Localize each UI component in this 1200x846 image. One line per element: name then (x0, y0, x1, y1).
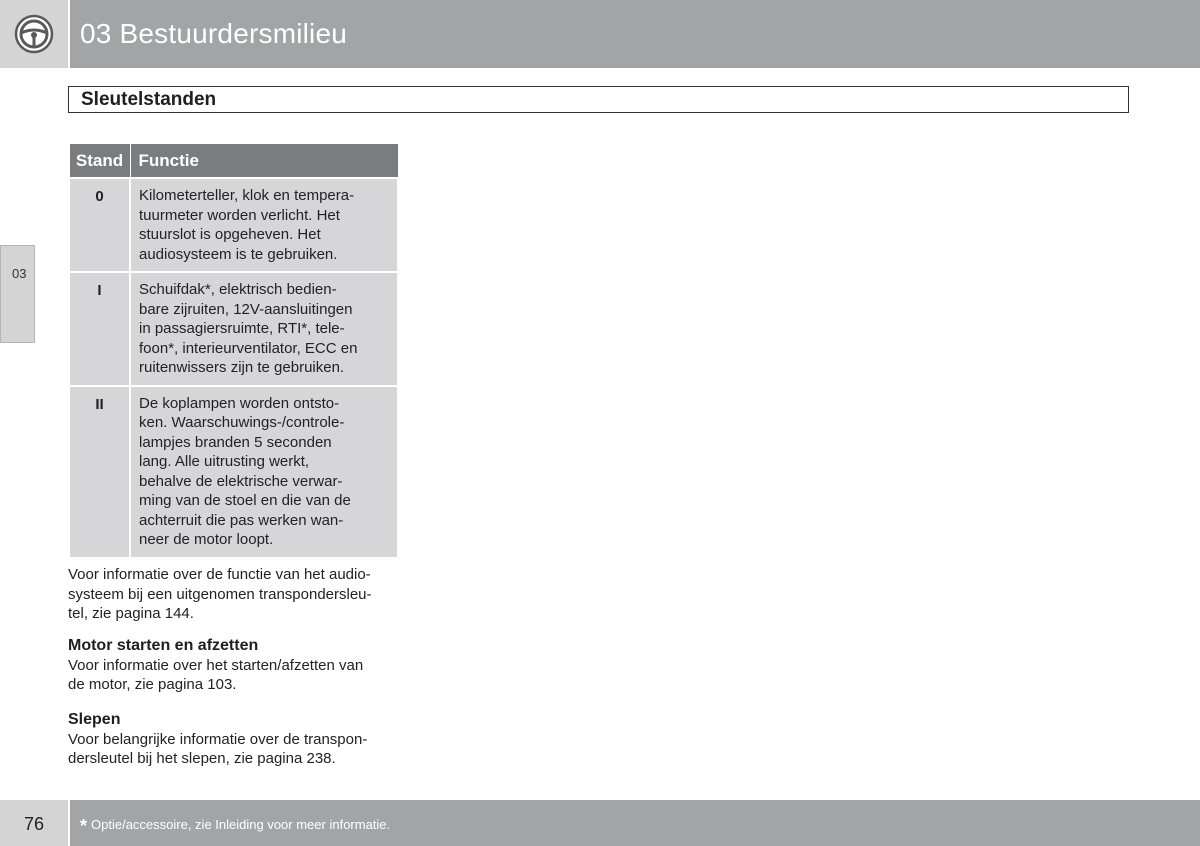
function-line: tuurmeter worden verlicht. Het (139, 206, 340, 224)
function-line: ming van de stoel en die van de (139, 492, 351, 509)
function-line: foon*, interieurventilator, ECC en (139, 339, 358, 357)
section-title: Sleutelstanden (81, 89, 217, 110)
table-row (69, 386, 398, 558)
function-cell (130, 178, 398, 272)
steering-wheel-icon (14, 14, 54, 54)
footnote (80, 816, 390, 837)
table-row (69, 178, 398, 272)
paragraph-line: Voor informatie over de functie van het audio- (68, 566, 371, 583)
function-line: neer de motor loopt. (139, 531, 274, 548)
section-heading (68, 86, 1129, 113)
function-line: De koplampen worden ontsto- (139, 394, 340, 412)
function-line: lampjes branden 5 seconden (139, 433, 332, 451)
footer-bar (70, 800, 1200, 846)
motor-heading: Motor starten en afzetten (68, 637, 259, 654)
paragraph-line: dersleutel bij het slepen, zie pagina 238. (68, 750, 336, 767)
function-cell (130, 272, 398, 386)
page-number-box (0, 800, 68, 846)
paragraph-line: de motor, zie pagina 103. (68, 676, 237, 693)
paragraph-line: systeem bij een uitgenomen transpondersleu- (68, 585, 372, 603)
position-cell: I (69, 272, 130, 386)
table-row (69, 272, 398, 386)
audio-info-paragraph (68, 565, 408, 624)
function-line: behalve de elektrische verwar- (139, 472, 343, 490)
function-line: ruitenwissers zijn te gebruiken. (139, 359, 345, 376)
paragraph-line: Voor informatie over het starten/afzetten van (68, 656, 364, 674)
function-line: Kilometerteller, klok en tempera- (139, 187, 355, 204)
table-header-row (69, 144, 398, 179)
footnote-marker: * (80, 816, 88, 836)
function-line: Schuifdak*, elektrisch bedien- (139, 281, 337, 298)
function-line: stuurslot is opgeheven. Het (139, 226, 321, 243)
column-header-stand: Stand (69, 144, 130, 179)
chapter-side-tab[interactable] (0, 245, 35, 343)
column-header-functie: Functie (130, 144, 398, 179)
tow-section (68, 710, 408, 769)
function-line: in passagiersruimte, RTI*, tele- (139, 320, 345, 337)
page-number: 76 (24, 814, 45, 834)
position-cell: 0 (69, 178, 130, 272)
chapter-title: 03 Bestuurdersmilieu (80, 18, 348, 49)
function-line: bare zijruiten, 12V-aansluitingen (139, 300, 353, 318)
tow-heading: Slepen (68, 711, 121, 728)
function-cell (130, 386, 398, 558)
key-positions-table (68, 143, 399, 559)
function-line: audiosysteem is te gebruiken. (139, 245, 338, 263)
function-line: lang. Alle uitrusting werkt, (139, 453, 310, 470)
chapter-icon-box (0, 0, 68, 68)
function-line: ken. Waarschuwings-/controle- (139, 414, 345, 431)
motor-section (68, 636, 408, 695)
position-cell: II (69, 386, 130, 558)
paragraph-line: Voor belangrijke informatie over de transpon- (68, 730, 368, 748)
chapter-side-tab-label: 03 (12, 266, 27, 281)
footnote-text: Optie/accessoire, zie Inleiding voor meer informatie. (91, 817, 391, 832)
header-bar (70, 0, 1200, 68)
paragraph-line: tel, zie pagina 144. (68, 605, 194, 622)
function-line: achterruit die pas werken wan- (139, 511, 344, 529)
